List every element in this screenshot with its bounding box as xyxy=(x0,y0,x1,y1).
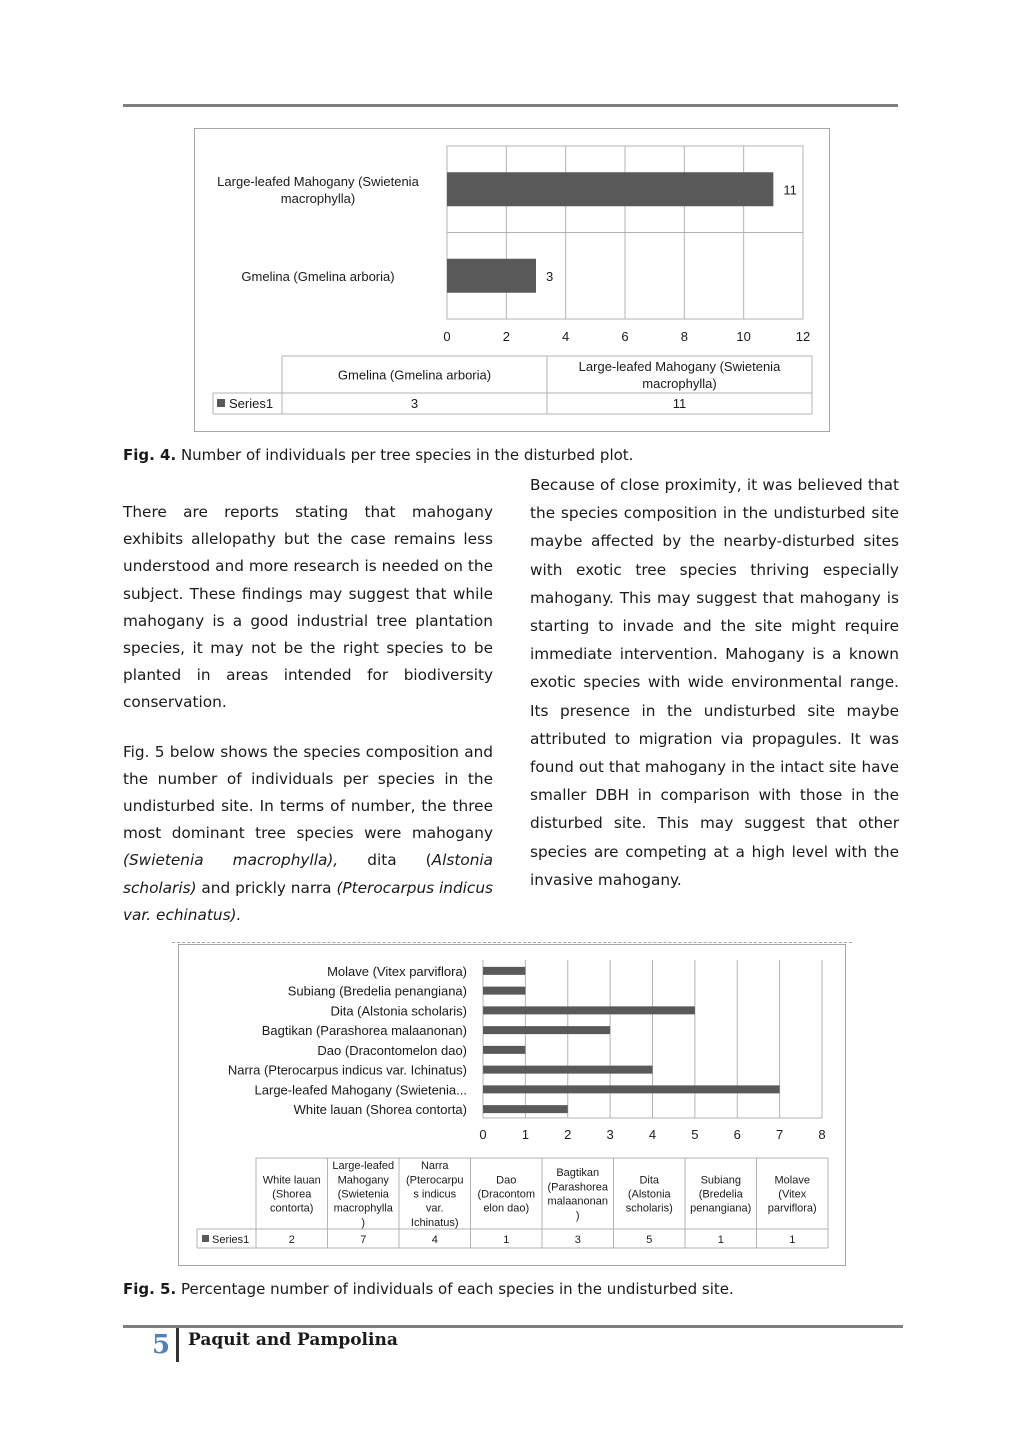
fig5-category-label: Dao (Dracontomelon dao) xyxy=(317,1042,467,1058)
fig5-table-header: contorta) xyxy=(270,1202,314,1215)
fig5-table-header: Molave xyxy=(774,1174,810,1187)
fig4-x-tick-label: 6 xyxy=(621,329,629,344)
fig4-x-tick-label: 4 xyxy=(562,329,570,344)
fig5-table-header: Mahogany xyxy=(337,1174,389,1187)
fig5-table-value: 1 xyxy=(503,1234,510,1246)
fig4-data-label: 3 xyxy=(546,268,554,284)
fig5-category-label: Large-leafed Mahogany (Swietenia... xyxy=(254,1082,467,1098)
fig4-x-tick-label: 0 xyxy=(443,329,451,344)
header-rule xyxy=(123,104,898,107)
fig4-caption-label: Fig. 4. xyxy=(123,446,177,464)
left-paragraph-1: There are reports stating that mahogany exhibits allelopathy but the case remains less understood and more research is needed on the subject. These findings may suggest that while mahogany is a good industrial tree plantation species, it may not be the right species to be planted in areas intended for biodiversity conservation. xyxy=(123,503,493,712)
fig5-x-tick-label: 3 xyxy=(606,1127,614,1142)
fig4-category-label: Large-leafed Mahogany (Swietenia xyxy=(217,173,419,189)
fig5-caption-label: Fig. 5. xyxy=(123,1280,177,1298)
fig5-category-label: Bagtikan (Parashorea malaanonan) xyxy=(261,1023,467,1039)
fig5-bar xyxy=(483,1105,568,1113)
fig4-bar xyxy=(447,259,536,293)
fig5-table-header: (Alstonia xyxy=(627,1188,671,1201)
fig5-table-value: 1 xyxy=(717,1234,724,1246)
fig5-table-value: 5 xyxy=(646,1234,653,1246)
fig5-table-header: ) xyxy=(361,1216,366,1229)
fig5-caption xyxy=(123,1280,734,1298)
fig5-x-tick-label: 4 xyxy=(648,1127,657,1142)
fig4-chart xyxy=(194,128,830,432)
fig5-table-header: Narra xyxy=(420,1160,449,1173)
figure-divider xyxy=(172,942,852,943)
fig5-table-value: 7 xyxy=(360,1234,367,1246)
p2-text-a: Fig. 5 below shows the species composition and the number of individuals per species in the undisturbed site. In terms of number, the three most dominant tree species were mahogany xyxy=(123,742,493,843)
fig4-caption-text: Number of individuals per tree species in the disturbed plot. xyxy=(176,446,634,464)
fig5-table-header: (Shorea xyxy=(272,1188,312,1201)
fig5-table-header: Ichinatus) xyxy=(410,1216,459,1229)
fig5-bar xyxy=(483,1085,780,1093)
fig5-table-header: ) xyxy=(575,1209,580,1222)
fig5-x-tick-label: 7 xyxy=(776,1127,784,1142)
fig4-x-tick-label: 10 xyxy=(736,329,751,344)
fig5-table-header: var. xyxy=(425,1202,444,1215)
fig4-table-value: 11 xyxy=(672,396,687,411)
footer-rule xyxy=(123,1325,903,1328)
page-number: 5 xyxy=(152,1330,171,1360)
fig5-table-value: 1 xyxy=(789,1234,796,1246)
fig5-table-header: (Pterocarpu xyxy=(406,1174,464,1187)
fig5-table-header: parviflora) xyxy=(767,1202,817,1215)
fig5-bar xyxy=(483,1066,653,1074)
fig4-caption xyxy=(123,446,633,464)
fig5-table-header: malaanonan xyxy=(547,1195,609,1208)
fig5-bar xyxy=(483,1006,695,1014)
p2-text-c: dita ( xyxy=(338,851,432,870)
p2-species-narra: (Pterocarpus indicus var. echinatus). xyxy=(123,878,493,924)
fig5-x-tick-label: 6 xyxy=(733,1127,741,1142)
fig5-legend-key xyxy=(202,1235,209,1242)
fig4-data-label: 11 xyxy=(783,182,797,198)
fig5-table-header: (Bredelia xyxy=(698,1188,743,1201)
left-paragraph-2 xyxy=(123,739,493,929)
fig4-table-series-label: Series1 xyxy=(229,396,274,411)
fig5-table-header: s indicus xyxy=(413,1188,457,1201)
fig5-table-value: 2 xyxy=(288,1234,295,1246)
fig4-x-tick-label: 8 xyxy=(680,329,688,344)
fig5-category-label: White lauan (Shorea contorta) xyxy=(293,1102,467,1118)
right-paragraph-1: Because of close proximity, it was believed that the species composition in the undisturbed site maybe affected by the nearby-disturbed sites with exotic tree species thriving especially mahogany. This may suggest that mahogany is starting to invade and the site might require immediate intervention. Mahogany is a known exotic species with wide environmental range. Its presence in the undisturbed site maybe attributed to migration via propagules. It was found out that mahogany in the intact site have smaller DBH in comparison with those in the disturbed site. This may suggest that other species are competing at a high level with the invasive mahogany. xyxy=(530,476,899,889)
fig5-table-header: Subiang xyxy=(700,1174,741,1187)
fig5-bar xyxy=(483,1046,525,1054)
fig5-table-header: (Vitex xyxy=(778,1188,807,1201)
fig5-table-header: scholaris) xyxy=(625,1202,673,1215)
fig5-x-tick-label: 8 xyxy=(818,1127,826,1142)
p2-text-e: and prickly narra xyxy=(196,878,337,897)
fig5-bar xyxy=(483,967,525,975)
fig5-x-tick-label: 5 xyxy=(691,1127,699,1142)
fig5-chart xyxy=(178,944,846,1266)
fig4-category-label: Gmelina (Gmelina arboria) xyxy=(241,268,395,284)
footer-divider xyxy=(176,1328,179,1362)
fig5-plot xyxy=(179,945,845,1265)
fig5-table-header: (Dracontom xyxy=(477,1188,535,1201)
fig5-table-header: White lauan xyxy=(262,1174,321,1187)
fig5-bar xyxy=(483,987,525,995)
fig4-category-label: macrophylla) xyxy=(280,190,356,206)
fig4-x-tick-label: 2 xyxy=(502,329,510,344)
fig5-category-label: Subiang (Bredelia penangiana) xyxy=(287,983,467,999)
fig5-table-header: elon dao) xyxy=(483,1202,530,1215)
fig4-table-header: Gmelina (Gmelina arboria) xyxy=(337,367,492,383)
fig5-category-label: Dita (Alstonia scholaris) xyxy=(330,1003,467,1019)
fig5-table-header: (Swietenia xyxy=(337,1188,389,1201)
fig4-legend-key xyxy=(217,399,225,407)
fig4-table-header: macrophylla) xyxy=(642,376,717,391)
left-column xyxy=(123,499,493,929)
fig5-table-header: Large-leafed xyxy=(332,1160,395,1173)
fig5-category-label: Molave (Vitex parviflora) xyxy=(327,963,467,979)
fig5-category-label: Narra (Pterocarpus indicus var. Ichinatus) xyxy=(227,1062,467,1078)
fig5-table-header: (Parashorea xyxy=(547,1181,609,1194)
fig4-bar xyxy=(447,172,773,206)
fig5-table-header: macrophylla xyxy=(333,1202,393,1215)
fig4-table-header: Large-leafed Mahogany (Swietenia xyxy=(578,359,781,374)
fig5-caption-text: Percentage number of individuals of each species in the undisturbed site. xyxy=(176,1280,734,1298)
fig5-table-value: 3 xyxy=(574,1234,581,1246)
fig5-table-series-label: Series1 xyxy=(212,1234,250,1246)
fig5-table-header: Dao xyxy=(496,1174,517,1187)
fig5-x-tick-label: 0 xyxy=(479,1127,487,1142)
right-column xyxy=(530,471,899,894)
fig5-x-tick-label: 1 xyxy=(521,1127,529,1142)
fig4-x-tick-label: 12 xyxy=(795,329,811,344)
p2-species-dita: Alstonia scholaris) xyxy=(123,851,494,897)
fig5-x-tick-label: 2 xyxy=(564,1127,572,1142)
fig5-table-header: Bagtikan xyxy=(556,1167,600,1180)
fig4-table-value: 3 xyxy=(410,396,419,411)
fig4-plot xyxy=(195,129,829,431)
fig5-table-header: penangiana) xyxy=(690,1202,752,1215)
fig5-table-value: 4 xyxy=(431,1234,438,1246)
footer-authors: Paquit and Pampolina xyxy=(188,1330,398,1350)
p2-species-mahogany: (Swietenia macrophylla), xyxy=(123,851,339,870)
fig5-table-header: Dita xyxy=(639,1174,660,1187)
fig5-bar xyxy=(483,1026,610,1034)
